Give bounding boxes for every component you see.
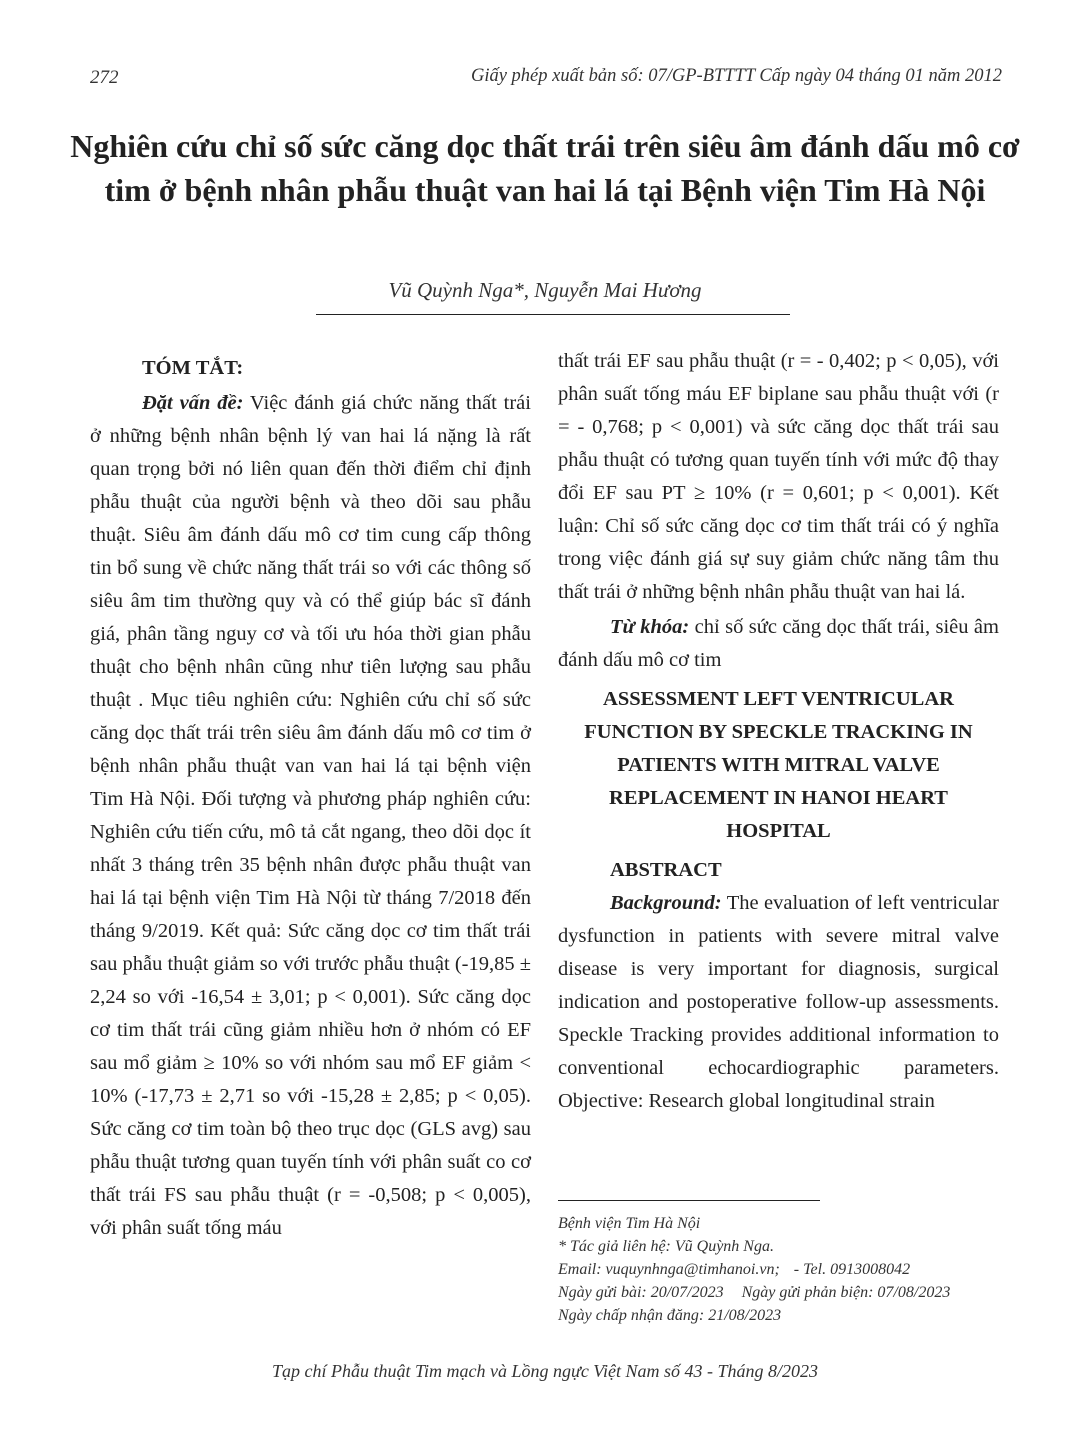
abstract-paragraph bbox=[558, 887, 999, 1118]
footnotes bbox=[558, 1212, 1018, 1327]
keywords-lead: Từ khóa: bbox=[610, 616, 690, 638]
summary-heading: TÓM TẮT: bbox=[142, 357, 244, 379]
received-date: Ngày gửi bài: 20/07/2023 bbox=[558, 1284, 724, 1301]
email-text: Email: vuquynhnga@timhanoi.vn; bbox=[558, 1261, 780, 1278]
abstract-background-text: The evaluation of left ventricular dysfunction in patients with severe mitral valve disease is very important for diagnosis, surgical indication and postoperative follow-up assessments. Speckle Tracking provides additional information to conventional echocardiographic parameters. Objective: Research global longitudinal strain bbox=[558, 892, 999, 1112]
left-column bbox=[90, 352, 531, 1245]
article-title: Nghiên cứu chỉ số sức căng dọc thất trái trên siêu âm đánh dấu mô cơ tim ở bệnh nhân phẫu thuật van hai lá tại Bệnh viện Tim Hà Nội bbox=[70, 128, 1020, 208]
summary-body-right: thất trái EF sau phẫu thuật (r = - 0,402; p < 0,05), với phân suất tống máu EF biplane sau phẫu thuật với (r = - 0,768; p < 0,001) và sức căng dọc thất trái sau phẫu thuật có tương quan tuyến tính với mức độ thay đổi EF sau PT ≥ 10% (r = 0,601; p < 0,001). Kết luận: Chỉ số sức căng dọc cơ tim thất trái có ý nghĩa trong việc đánh giá sự suy giảm chức năng tâm thu thất trái ở những bệnh nhân phẫu thuật van hai lá. bbox=[558, 350, 999, 603]
review-date: Ngày gửi phản biện: 07/08/2023 bbox=[741, 1284, 951, 1301]
summary-body-left: Việc đánh giá chức năng thất trái ở những bệnh nhân bệnh lý van hai lá nặng là rất quan trọng bởi nó liên quan đến thời điểm chỉ định phẫu thuật của người bệnh và theo dõi sau phẫu thuật. Siêu âm đánh dấu mô cơ tim cung cấp thông tin bổ sung về chức năng thất trái so với các thông số siêu âm tim thường quy và có thể giúp bác sĩ đánh giá, phân tầng nguy cơ và tối ưu hóa thời gian phẫu thuật cho bệnh nhân cũng như tiên lượng sau phẫu thuật . Mục tiêu nghiên cứu: Nghiên cứu chỉ số sức căng dọc thất trái trên siêu âm đánh dấu mô cơ tim ở bệnh nhân phẫu thuật van van hai lá tại bệnh viện Tim Hà Nội. Đối tượng và phương pháp nghiên cứu: Nghiên cứu tiến cứu, mô tả cắt ngang, theo dõi dọc ít nhất 3 tháng trên 35 bệnh nhân được phẫu thuật van hai lá tại bệnh viện Tim Hà Nội từ tháng 7/2018 đến tháng 9/2019. Kết quả: Sức căng dọc cơ tim thất trái sau phẫu thuật giảm so với trước phẫu thuật (-19,85 ± 2,24 so với -16,54 ± 3,01; p < 0,001). Sức căng dọc cơ tim thất trái cũng giảm nhiều hơn ở nhóm có EF sau mổ giảm ≥ 10% so với nhóm sau mổ EF giảm < 10% (-17,73 ± 2,71 so với -15,28 ± 2,85; p < 0,05). Sức căng cơ tim toàn bộ theo trục dọc (GLS avg) sau phẫu thuật tương quan tuyến tính với phân suất co cơ thất trái FS sau phẫu thuật (r = -0,508; p < 0,005), với phân suất tống máu bbox=[90, 392, 531, 1239]
journal-footer: Tạp chí Phẫu thuật Tim mạch và Lồng ngực Việt Nam số 43 - Tháng 8/2023 bbox=[272, 1361, 818, 1381]
contact-line bbox=[558, 1258, 1018, 1281]
right-column bbox=[558, 345, 999, 1118]
accepted-date: Ngày chấp nhận đăng: 21/08/2023 bbox=[558, 1307, 782, 1324]
author-divider bbox=[316, 314, 790, 315]
dates-line bbox=[558, 1281, 1018, 1304]
page-number: 272 bbox=[90, 67, 119, 88]
tel-text: - Tel. 0913008042 bbox=[793, 1261, 911, 1278]
author-list: Vũ Quỳnh Nga*, Nguyễn Mai Hương bbox=[388, 278, 702, 302]
footnote-divider bbox=[558, 1200, 820, 1201]
english-title: ASSESSMENT LEFT VENTRICULAR FUNCTION BY SPECKLE TRACKING IN PATIENTS WITH MITRAL VALVE REPLACEMENT IN HANOI HEART HOSPITAL bbox=[584, 688, 973, 842]
abstract-background-lead: Background: bbox=[610, 892, 722, 914]
summary-paragraph bbox=[90, 387, 531, 1245]
keywords-paragraph bbox=[558, 611, 999, 677]
background-lead: Đặt vấn đề: bbox=[142, 392, 244, 414]
affiliation: Bệnh viện Tim Hà Nội bbox=[558, 1215, 701, 1232]
corresponding-author: * Tác giả liên hệ: Vũ Quỳnh Nga. bbox=[558, 1238, 774, 1255]
keywords-text: chỉ số sức căng dọc thất trái, siêu âm đánh dấu mô cơ tim bbox=[558, 616, 999, 671]
abstract-heading: ABSTRACT bbox=[610, 859, 722, 881]
license-header: Giấy phép xuất bản số: 07/GP-BTTTT Cấp ngày 04 tháng 01 năm 2012 bbox=[470, 66, 1002, 86]
